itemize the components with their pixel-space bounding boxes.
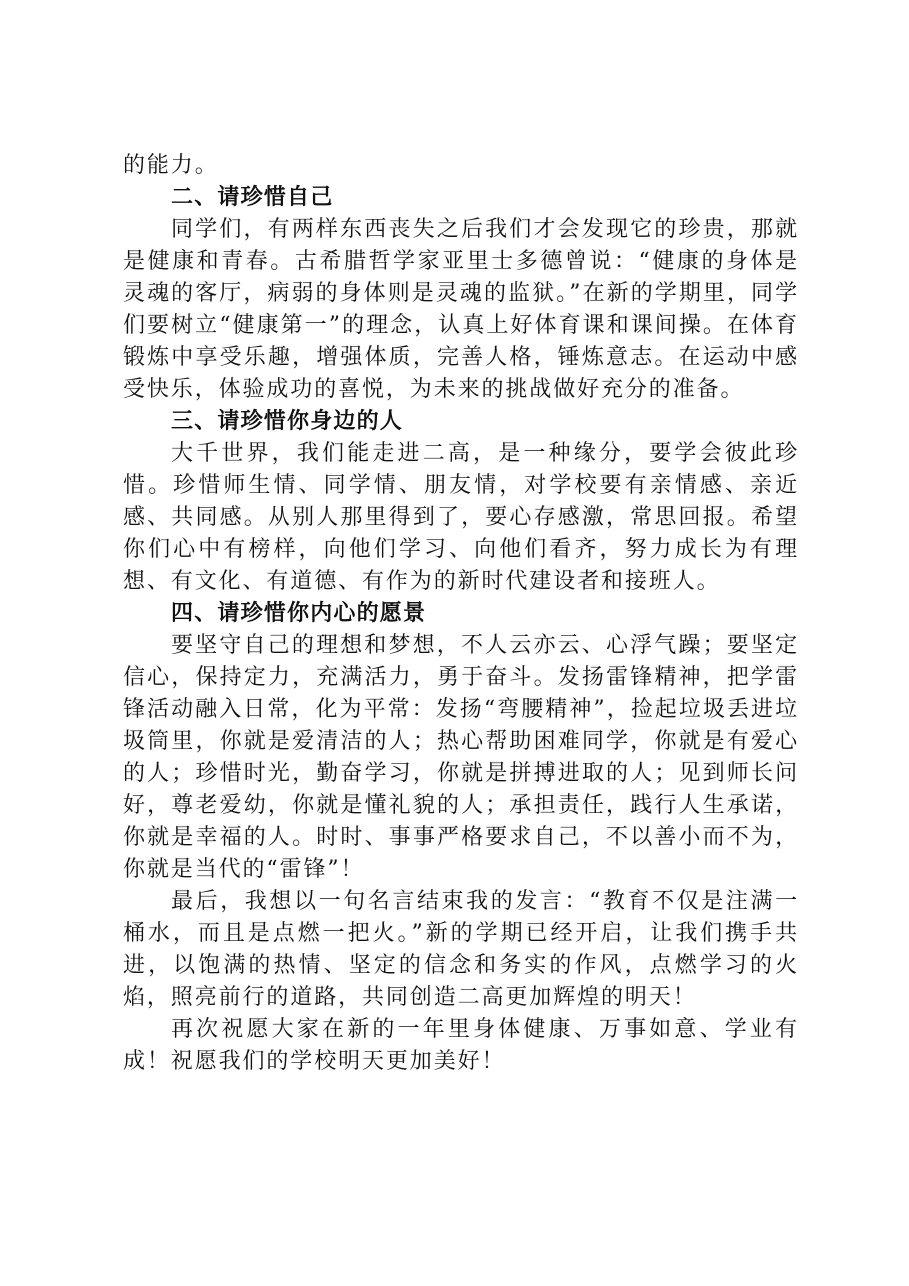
paragraph-health-and-youth: 同学们，有两样东西丧失之后我们才会发现它的珍贵，那就是健康和青春。古希腊哲学家亚里士多德曾说：“健康的身体是灵魂的客厅，病弱的身体则是灵魂的监狱。”在新的学期里，同学们要树立“健康第一”的理念，认真上好体育课和课间操。在体育锻炼中享受乐趣，增强体质，完善人格，锤炼意志。在运动中感受快乐，体验成功的喜悦，为未来的挑战做好充分的准备。 (123, 217, 799, 402)
document-body (123, 150, 799, 1078)
paragraph-final-wishes: 再次祝愿大家在新的一年里身体健康、万事如意、学业有成！祝愿我们的学校明天更加美好！ (123, 1017, 799, 1074)
opening-fragment: 的能力。 (123, 153, 219, 178)
paragraph-ideals-and-leifeng: 要坚守自己的理想和梦想，不人云亦云、心浮气躁；要坚定信心，保持定力，充满活力，勇于奋斗。发扬雷锋精神，把学雷锋活动融入日常，化为平常：发扬“弯腰精神”，捡起垃圾丢进垃圾筒里，你就是爱清洁的人；热心帮助困难同学，你就是有爱心的人；珍惜时光，勤奋学习，你就是拼搏进取的人；见到师长问好，尊老爱幼，你就是懂礼貌的人；承担责任，践行人生承诺，你就是幸福的人。时时、事事严格要求自己，不以善小而不为，你就是当代的“雷锋”！ (123, 633, 799, 882)
section-heading-cherish-people-around: 三、请珍惜你身边的人 (171, 409, 404, 434)
paragraph-fate-and-relationships: 大千世界，我们能走进二高，是一种缘分，要学会彼此珍惜。珍惜师生情、同学情、朋友情，对学校要有亲情感、亲近感、共同感。从别人那里得到了，要心存感激，常思回报。希望你们心中有榜样，向他们学习、向他们看齐，努力成长为有理想、有文化、有道德、有作为的新时代建设者和接班人。 (123, 441, 799, 594)
section-heading-cherish-yourself: 二、请珍惜自己 (171, 185, 334, 210)
paragraph-closing-quote: 最后，我想以一句名言结束我的发言：“教育不仅是注满一桶水，而且是点燃一把火。”新的学期已经开启，让我们携手共进，以饱满的热情、坚定的信念和务实的作风，点燃学习的火焰，照亮前行的道路，共同创造二高更加辉煌的明天！ (123, 889, 799, 1010)
section-heading-cherish-inner-vision: 四、请珍惜你内心的愿景 (171, 601, 427, 626)
